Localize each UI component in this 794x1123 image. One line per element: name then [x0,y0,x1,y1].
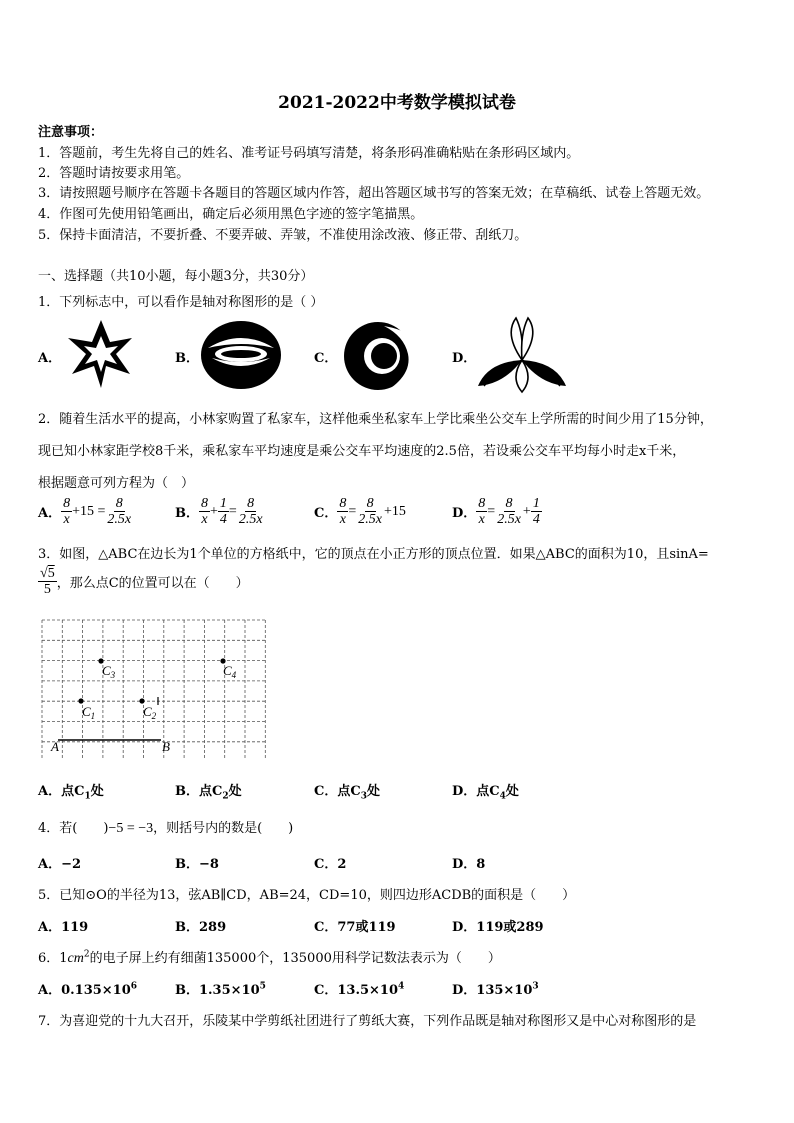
q2-option-c[interactable] [314,496,406,527]
q6-option-d[interactable]: D．$135\times 10^3$ [452,981,539,998]
q7-stem: 7．为喜迎党的十九大召开，乐陵某中学剪纸社团进行了剪纸大赛，下列作品既是轴对称图形又是中心对称图形的是 [38,1014,697,1029]
operator: + [522,503,531,519]
fraction: $\frac{8}{x}$ [63,496,71,527]
q3-option-b[interactable]: B．点$C_2$处 [175,784,242,802]
q1-logo-c-circle-icon [336,318,426,394]
q2-option-d[interactable] [452,496,542,527]
q2-line-2: 现已知小林家距学校8千米，乘私家车平均速度是乘公交车平均速度的2.5倍，若设乘公交车平均每小时走x千米， [38,444,686,459]
q2-option-b-label: B． [175,506,199,521]
section-heading: 一、选择题（共10小题，每小题3分，共30分） [38,269,314,284]
operator: = [487,503,496,519]
q5-stem: 5．已知⊙O的半径为13，弦AB∥CD，AB=24，CD=10，则四边形ACDB的面积是（ ） [38,888,576,903]
q6-stem: 6．$1cm^2$的电子屏上约有细菌135000个，135000用科学记数法表示为（ ） [38,949,501,966]
sqrt-sign: √ [40,566,48,581]
q6-option-b[interactable]: B．$1.35\times 10^5$ [175,981,266,998]
q6-option-c[interactable]: C．$13.5\times 10^4$ [314,981,405,998]
q4-option-d[interactable]: D．8 [452,857,486,872]
fraction: $\frac{8}{x}$ [478,496,486,527]
fraction: $\frac{8}{x}$ [339,496,347,527]
operator: = [228,503,237,519]
label-c3: $C_3$ [102,663,116,680]
operator: + [210,503,218,519]
label-c2: $C_2$ [143,704,157,721]
q5-option-c[interactable]: C．77或119 [314,920,396,935]
q1-logo-a-star-icon [60,316,142,392]
q4-option-b[interactable]: B．−8 [175,857,219,872]
q5-option-a[interactable]: A．119 [38,920,89,935]
q1-option-a-label: A． [38,351,62,366]
notice-heading: 注意事项： [38,125,104,140]
fraction: $\frac{8}{2.5x}$ [238,496,263,527]
operator: +15 = [72,503,106,519]
q4-option-c[interactable]: C．2 [314,857,347,872]
label-a: A [51,739,59,754]
page-title: 2021-2022中考数学模拟试卷 [278,93,516,113]
q1-logo-d-petals-icon [474,314,570,394]
notice-item-1: 1．答题前，考生先将自己的姓名、准考证号码填写清楚，将条形码准确粘贴在条形码区域内。 [38,146,580,161]
operator: +15 [383,503,406,519]
operator: = [348,503,357,519]
q2-option-b[interactable] [175,496,265,527]
q3-line-2-text: ，那么点C的位置可以在（ ） [56,576,249,591]
q2-option-c-label: C． [314,506,338,521]
fraction: $\frac{8}{2.5x}$ [358,496,382,527]
q3-option-d[interactable]: D．点$C_4$处 [452,784,519,802]
q2-option-a-label: A． [38,506,62,521]
fraction: $\frac{1}{4}$ [219,496,227,527]
q1-logo-b-ring-icon [198,318,284,392]
q4-option-a[interactable]: A．−2 [38,857,82,872]
q2-option-d-label: D． [452,506,477,521]
label-c4: $C_4$ [223,663,237,680]
fraction: $\frac{1}{4}$ [532,496,540,527]
q3-option-a[interactable]: A．点$C_1$处 [38,784,104,802]
q1-option-c-label: C． [314,351,338,366]
fraction: $\frac{8}{x}$ [201,496,208,527]
q3-grid-figure [40,618,266,760]
q1-option-d-label: D． [452,351,477,366]
q3-option-c[interactable]: C．点$C_3$处 [314,784,380,802]
notice-item-3: 3．请按照题号顺序在答题卡各题目的答题区域内作答，超出答题区域书写的答案无效；在草稿纸、试卷上答题无效。 [38,186,710,201]
q2-line-3: 根据题意可列方程为（ ） [38,476,195,491]
sqrt-numerator: √5 [40,566,55,581]
q3-line-2 [38,566,249,597]
q2-option-a[interactable] [38,496,133,527]
q3-line-1: 3．如图，△ABC在边长为1个单位的方格纸中，它的顶点在小正方形的顶点位置．如果△ABC的面积为10，且sinA= [38,547,709,562]
notice-item-2: 2．答题时请按要求用笔。 [38,166,190,181]
fraction: $\frac{8}{2.5x}$ [107,496,132,527]
label-b: B [162,739,170,754]
q5-option-b[interactable]: B．289 [175,920,227,935]
label-c1: $C_1$ [82,704,96,721]
q5-option-d[interactable]: D．119或289 [452,920,544,935]
q1-stem: 1．下列标志中，可以看作是轴对称图形的是（ ） [38,295,324,310]
sqrt-fraction: $\frac{√5}{5}$ [40,566,55,597]
q6-option-a[interactable]: A．$0.135\times 10^6$ [38,981,138,998]
q1-option-b-label: B． [175,351,199,366]
q4-stem: 4．若( )−5 = −3，则括号内的数是( ) [38,821,294,836]
notice-item-4: 4．作图可先使用铅笔画出，确定后必须用黑色字迹的签字笔描黑。 [38,207,424,222]
q2-line-1: 2．随着生活水平的提高，小林家购置了私家车，这样他乘坐私家车上学比乘坐公交车上学所需的时间少用了15分钟， [38,412,713,427]
notice-item-5: 5．保持卡面清洁，不要折叠、不要弄破、弄皱，不准使用涂改液、修正带、刮纸刀。 [38,228,528,243]
fraction: $\frac{8}{2.5x}$ [497,496,521,527]
